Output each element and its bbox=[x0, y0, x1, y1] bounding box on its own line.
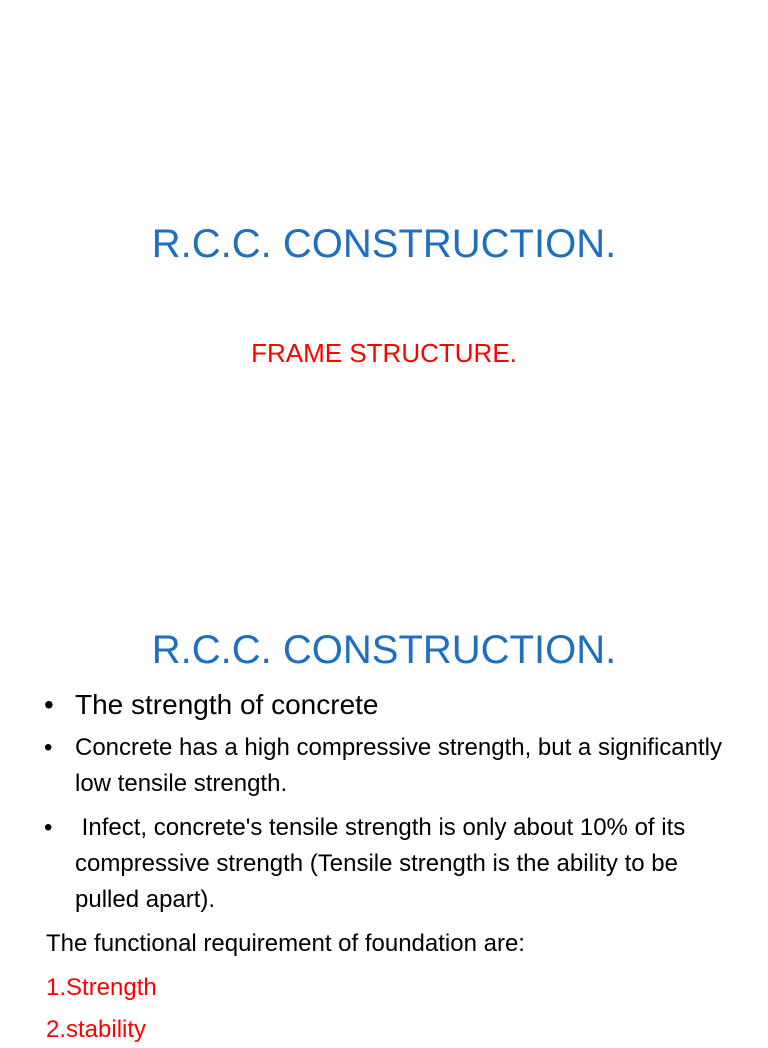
bullet-icon: • bbox=[44, 734, 53, 761]
slide-2-title: R.C.C. CONSTRUCTION. bbox=[151, 628, 617, 672]
slide-content bbox=[0, 576, 768, 1043]
bullet-text: Infect, concrete's tensile strength is only about 10% of its compressive strength (Tensile strength is the ability to be pulled apart). bbox=[75, 814, 692, 913]
bullet-list bbox=[44, 686, 734, 926]
bullet-icon: • bbox=[44, 814, 53, 841]
requirement-item: 2.stability bbox=[46, 1016, 147, 1043]
requirements-heading: The functional requirement of foundation are: bbox=[46, 930, 525, 957]
requirement-item: 1.Strength bbox=[46, 974, 157, 1001]
bullet-text: The strength of concrete bbox=[75, 689, 379, 720]
slide-1-title: R.C.C. CONSTRUCTION. bbox=[151, 222, 617, 266]
bullet-item bbox=[44, 730, 734, 802]
bullet-item bbox=[44, 810, 734, 918]
bullet-icon: • bbox=[44, 689, 54, 720]
bullet-item bbox=[44, 686, 734, 724]
bullet-text: Concrete has a high compressive strength, but a significantly low tensile strength. bbox=[75, 734, 723, 797]
slide-1-subtitle: FRAME STRUCTURE. bbox=[251, 338, 517, 368]
